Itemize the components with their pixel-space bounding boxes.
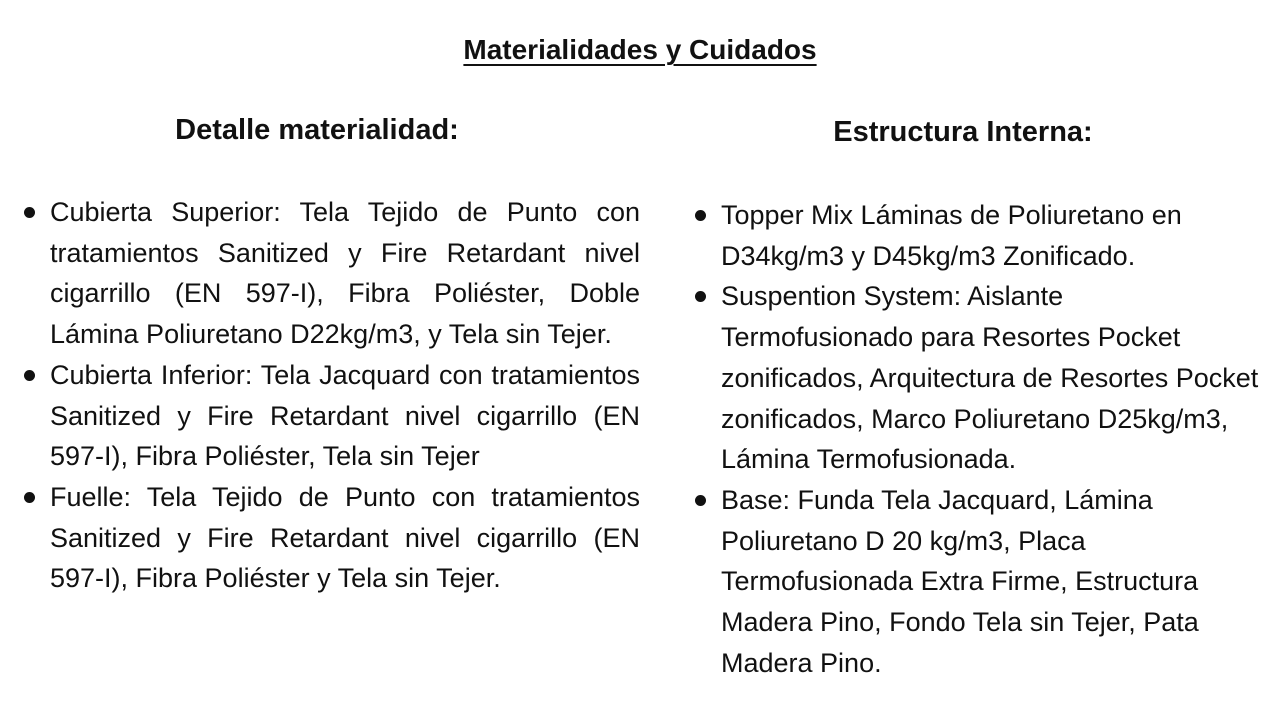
bullet-icon bbox=[695, 291, 706, 302]
materials-detail-column bbox=[22, 110, 640, 599]
list-item bbox=[22, 477, 640, 599]
list-item-text: Cubierta Superior: Tela Tejido de Punto con tratamientos Sanitized y Fire Retardant nivel cigarrillo (EN 597-I), Fibra Poliéster, Doble Lámina Poliuretano D22kg/m3, y Tela sin Tejer. bbox=[50, 197, 640, 350]
list-item-text: Base: Funda Tela Jacquard, Lámina Poliuretano D 20 kg/m3, Placa Termofusionada Extra Firme, Estructura Madera Pino, Fondo Tela sin Tejer, Pata Madera Pino. bbox=[721, 484, 1199, 678]
bullet-icon bbox=[24, 492, 35, 503]
internal-structure-list bbox=[693, 195, 1261, 683]
internal-structure-column bbox=[693, 110, 1261, 683]
bullet-icon bbox=[695, 210, 706, 221]
bullet-icon bbox=[695, 495, 706, 506]
bullet-icon bbox=[24, 207, 35, 218]
internal-structure-heading: Estructura Interna: bbox=[833, 116, 1093, 148]
list-item-text: Topper Mix Láminas de Poliuretano en D34kg/m3 y D45kg/m3 Zonificado. bbox=[721, 200, 1182, 271]
list-item bbox=[693, 480, 1261, 684]
list-item bbox=[22, 355, 640, 477]
list-item bbox=[693, 195, 1261, 276]
list-item-text: Suspention System: Aislante Termofusionado para Resortes Pocket zonificados, Arquitectura de Resortes Pocket zonificados, Marco Poliuretano D25kg/m3, Lámina Termofusionada. bbox=[721, 281, 1259, 475]
page-title: Materialidades y Cuidados bbox=[463, 34, 817, 65]
materials-detail-list bbox=[22, 192, 640, 599]
materials-detail-heading: Detalle materialidad: bbox=[175, 114, 459, 146]
list-item-text: Cubierta Inferior: Tela Jacquard con tratamientos Sanitized y Fire Retardant nivel cigarrillo (EN 597-I), Fibra Poliéster, Tela sin Tejer bbox=[50, 359, 640, 472]
list-item bbox=[22, 192, 640, 355]
list-item-text: Fuelle: Tela Tejido de Punto con tratamientos Sanitized y Fire Retardant nivel cigarrillo (EN 597-I), Fibra Poliéster y Tela sin Tejer. bbox=[50, 481, 640, 594]
bullet-icon bbox=[24, 370, 35, 381]
list-item bbox=[693, 276, 1261, 480]
